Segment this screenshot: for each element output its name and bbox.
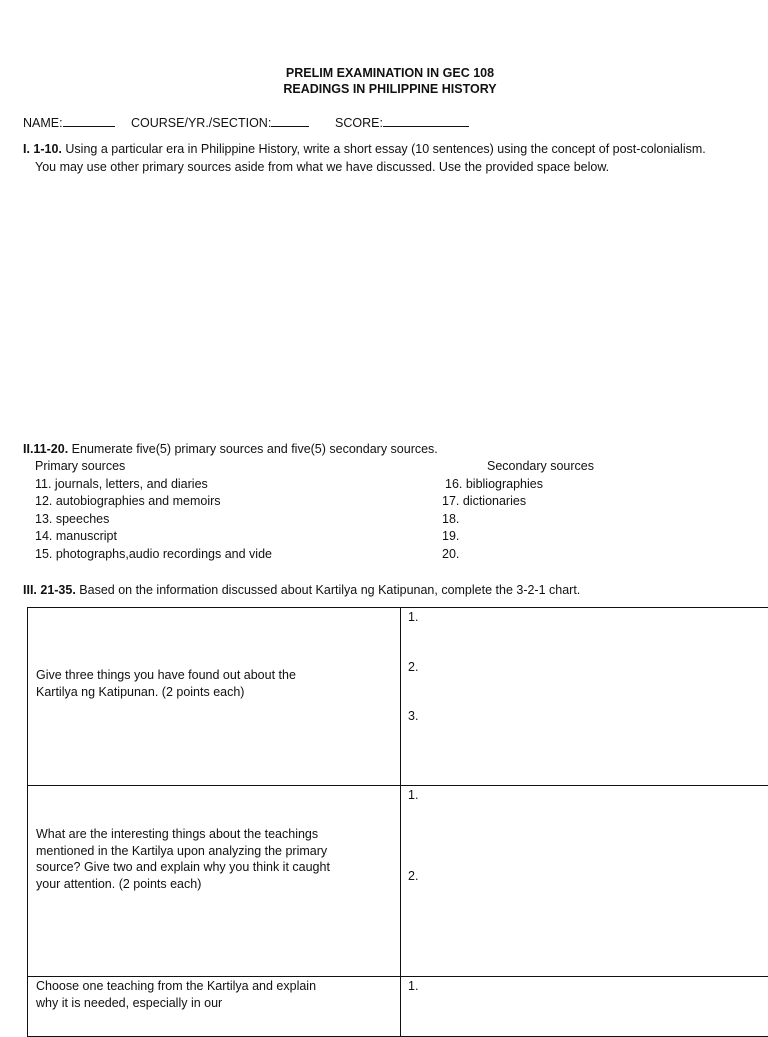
score-field[interactable] <box>335 114 469 131</box>
chart-row <box>28 786 768 977</box>
secondary-item: 17. dictionaries <box>442 493 526 509</box>
secondary-item: 16. bibliographies <box>445 476 543 492</box>
secondary-item: 20. <box>442 546 459 562</box>
primary-item: 12. autobiographies and memoirs <box>35 493 221 509</box>
chart-question-cell <box>28 608 401 786</box>
course-blank[interactable] <box>271 114 309 127</box>
chart-row <box>28 977 768 1037</box>
primary-sources-header: Primary sources <box>35 458 125 474</box>
essay-answer-space[interactable] <box>23 180 763 435</box>
name-label: NAME: <box>23 116 63 130</box>
part3-instruction <box>23 582 580 598</box>
answer-number: 1. <box>408 978 418 994</box>
answer-number: 1. <box>408 609 418 625</box>
part1-instruction <box>23 141 706 157</box>
name-blank[interactable] <box>63 114 115 127</box>
answer-number: 2. <box>408 868 418 884</box>
answer-number: 2. <box>408 659 418 675</box>
part1-line2: You may use other primary sources aside from what we have discussed. Use the provided space below. <box>35 159 609 175</box>
primary-item: 11. journals, letters, and diaries <box>35 476 208 492</box>
part2-instruction <box>23 441 438 457</box>
primary-item: 13. speeches <box>35 511 109 527</box>
part1-line1: Using a particular era in Philippine History, write a short essay (10 sentences) using the concept of post-colonialism. <box>62 142 706 156</box>
chart-question-cell <box>28 786 401 977</box>
secondary-item: 18. <box>442 511 459 527</box>
score-blank[interactable] <box>383 114 469 127</box>
chart-question: Give three things you have found out about the Kartilya ng Katipunan. (2 points each) <box>36 667 336 700</box>
answer-number: 1. <box>408 787 418 803</box>
course-field[interactable] <box>131 114 309 131</box>
score-label: SCORE: <box>335 116 383 130</box>
exam-title: PRELIM EXAMINATION IN GEC 108 <box>0 65 768 81</box>
primary-item: 14. manuscript <box>35 528 117 544</box>
chart-answer-cell[interactable] <box>401 786 768 977</box>
part3-label: III. 21-35. <box>23 583 76 597</box>
chart-answer-cell[interactable] <box>401 977 768 1037</box>
part1-label: I. 1-10. <box>23 142 62 156</box>
chart-row <box>28 608 768 786</box>
secondary-item: 19. <box>442 528 459 544</box>
chart-question: Choose one teaching from the Kartilya and explain why it is needed, especially in our <box>36 978 336 1011</box>
part3-text: Based on the information discussed about Kartilya ng Katipunan, complete the 3-2-1 chart. <box>76 583 580 597</box>
chart-answer-cell[interactable] <box>401 608 768 786</box>
course-label: COURSE/YR./SECTION: <box>131 116 271 130</box>
three-two-one-chart <box>27 607 768 1037</box>
name-field[interactable] <box>23 114 115 131</box>
exam-subtitle: READINGS IN PHILIPPINE HISTORY <box>0 81 768 97</box>
part2-text: Enumerate five(5) primary sources and five(5) secondary sources. <box>68 442 438 456</box>
answer-number: 3. <box>408 708 418 724</box>
secondary-sources-header: Secondary sources <box>487 458 594 474</box>
chart-question-cell <box>28 977 401 1037</box>
primary-item: 15. photographs,audio recordings and vide <box>35 546 272 562</box>
chart-question: What are the interesting things about the teachings mentioned in the Kartilya upon analyzing the primary source? Give two and explain why you think it caught your attention. (2 points each) <box>36 826 336 892</box>
part2-label: II.11-20. <box>23 442 68 456</box>
